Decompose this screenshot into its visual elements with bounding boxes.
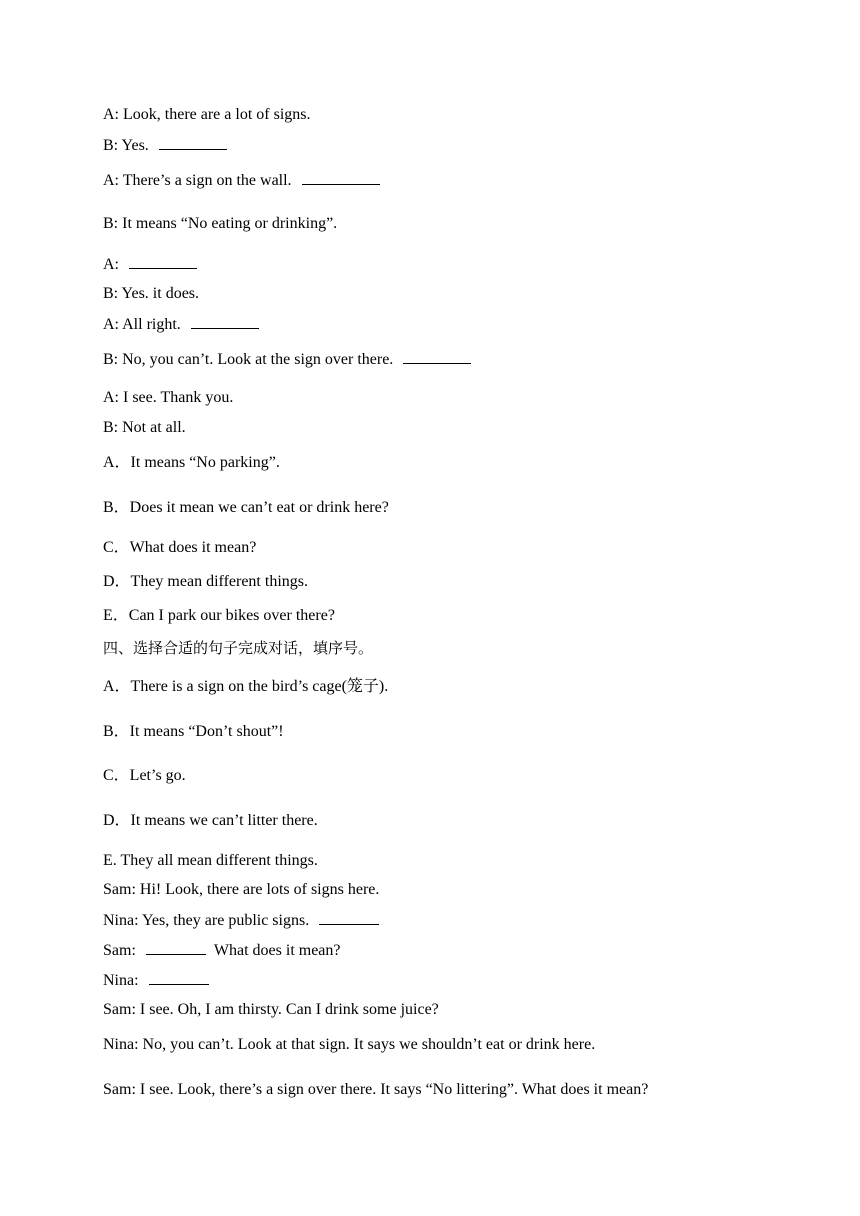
dialogue-line: [103, 910, 379, 930]
option-d: D．They mean different things.: [103, 573, 308, 590]
dialogue-text: B: Yes. it does.: [103, 285, 200, 302]
dialogue-line: [103, 1035, 595, 1055]
dialogue-line: [103, 135, 227, 155]
dialogue-text: Nina: Yes, they are public signs.: [103, 912, 310, 929]
answer-blank[interactable]: [146, 940, 206, 955]
option-a: A．There is a sign on the bird’s cage(笼子).: [103, 678, 389, 695]
answer-blank[interactable]: [319, 910, 379, 925]
dialogue-text: B: Not at all.: [103, 419, 186, 436]
dialogue-text: B: No, you can’t. Look at the sign over there.: [103, 351, 394, 368]
dialogue-text: Nina:: [103, 972, 139, 989]
dialogue-line: [103, 349, 471, 369]
dialogue-line: [103, 314, 259, 334]
dialogue-line: [103, 105, 311, 125]
option-b: B．Does it mean we can’t eat or drink here?: [103, 499, 389, 516]
answer-blank[interactable]: [149, 970, 209, 985]
dialogue-text: What does it mean?: [213, 942, 341, 959]
dialogue-line: [103, 880, 379, 900]
dialogue-text: B: Yes.: [103, 137, 149, 154]
dialogue-text: B: It means “No eating or drinking”.: [103, 215, 338, 232]
dialogue-text: Sam:: [103, 942, 136, 959]
dialogue-line: [103, 284, 199, 304]
dialogue-line: [103, 214, 337, 234]
option-e: E．Can I park our bikes over there?: [103, 607, 335, 624]
dialogue-text: Nina: No, you can’t. Look at that sign. It says we shouldn’t eat or drink here.: [103, 1036, 596, 1053]
dialogue-line: [103, 254, 197, 274]
option-c: C．Let’s go.: [103, 767, 186, 784]
section-heading: 四、选择合适的句子完成对话，填序号。: [103, 639, 374, 657]
answer-blank[interactable]: [129, 254, 197, 269]
dialogue-line: [103, 388, 233, 408]
option-b: B．It means “Don’t shout”!: [103, 723, 284, 740]
dialogue-text: A:: [103, 256, 119, 273]
answer-blank[interactable]: [191, 314, 259, 329]
dialogue-line: [103, 1000, 439, 1020]
dialogue-text: A: Look, there are a lot of signs.: [103, 106, 311, 123]
option-c: C．What does it mean?: [103, 539, 257, 556]
dialogue-text: Sam: I see. Oh, I am thirsty. Can I drink some juice?: [103, 1001, 439, 1018]
dialogue-text: A: All right.: [103, 316, 181, 333]
dialogue-text: A: There’s a sign on the wall.: [103, 172, 292, 189]
dialogue-text: A: I see. Thank you.: [103, 389, 234, 406]
dialogue-text: Sam: I see. Look, there’s a sign over there. It says “No littering”. What does it mean?: [103, 1081, 649, 1098]
dialogue-line: [103, 940, 341, 960]
option-d: D．It means we can’t litter there.: [103, 812, 318, 829]
dialogue-line: [103, 1080, 648, 1100]
answer-blank[interactable]: [159, 135, 227, 150]
dialogue-line: [103, 170, 380, 190]
dialogue-line: [103, 418, 186, 438]
answer-blank[interactable]: [403, 349, 471, 364]
option-a: A．It means “No parking”.: [103, 454, 280, 471]
answer-blank[interactable]: [302, 170, 380, 185]
dialogue-line: [103, 970, 209, 990]
option-e: E. They all mean different things.: [103, 852, 318, 869]
dialogue-text: Sam: Hi! Look, there are lots of signs here.: [103, 881, 380, 898]
